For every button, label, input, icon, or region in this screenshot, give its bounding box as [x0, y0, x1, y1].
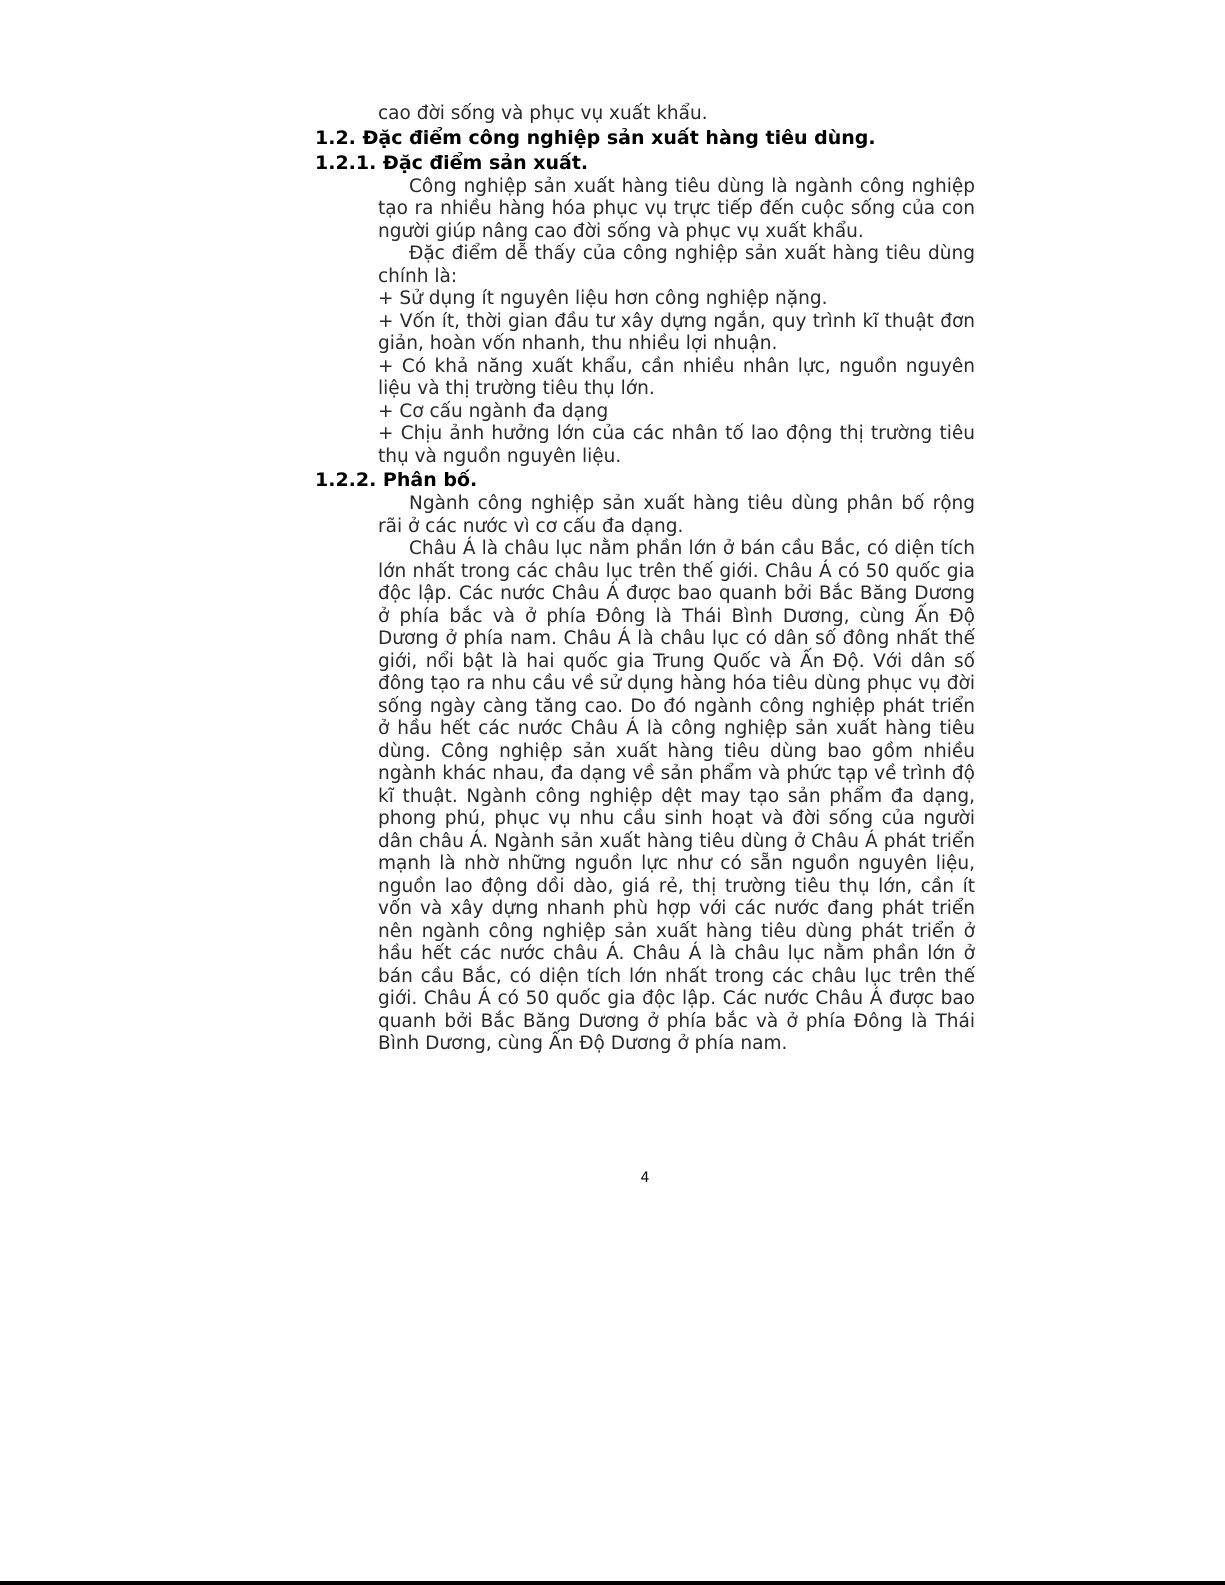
page-number: 4 — [640, 1170, 650, 1186]
list-item: + Chịu ảnh hưởng lớn của các nhân tố lao động thị trường tiêu thụ và nguồn nguyên liệu. — [378, 423, 975, 467]
section-heading-1-2: 1.2. Đặc điểm công nghiệp sản xuất hàng tiêu dùng. — [315, 126, 876, 149]
section-heading-1-2-2: 1.2.2. Phân bố. — [315, 469, 478, 491]
section-1-2-2-body — [378, 493, 975, 1056]
intro-block — [378, 103, 975, 126]
list-item: + Vốn ít, thời gian đầu tư xây dựng ngắn, quy trình kĩ thuật đơn giản, hoàn vốn nhanh, thu nhiều lợi nhuận. — [378, 310, 975, 354]
list-item: + Sử dụng ít nguyên liệu hơn công nghiệp nặng. — [378, 288, 828, 309]
paragraph: Đặc điểm dễ thấy của công nghiệp sản xuất hàng tiêu dùng chính là: — [378, 243, 975, 287]
list-item: + Cơ cấu ngành đa dạng — [378, 400, 609, 422]
section-heading-1-2-1: 1.2.1. Đặc điểm sản xuất. — [315, 151, 589, 174]
bottom-border — [0, 1581, 1225, 1585]
page-content — [315, 103, 975, 1056]
paragraph: Châu Á là châu lục nằm phần lớn ở bán cầu Bắc, có diện tích lớn nhất trong các châu lục trên thế giới. Châu Á có 50 quốc gia độc lập. Các nước Châu Á được bao quanh bởi Bắc Băng Dương ở phía bắc và ở phía Đông là Thái Bình Dương, cùng Ấn Độ Dương ở phía nam. Châu Á là châu lục có dân số đông nhất thế giới, nổi bật là hai quốc gia Trung Quốc và Ấn Độ. Với dân số đông tạo ra nhu cầu về sử dụng hàng hóa tiêu dùng phục vụ đời sống ngày càng tăng cao. Do đó ngành công nghiệp phát triển ở hầu hết các nước Châu Á là công nghiệp sản xuất hàng tiêu dùng. Công nghiệp sản xuất hàng tiêu dùng bao gồm nhiều ngành khác nhau, đa dạng về sản phẩm và phức tạp về trình độ kĩ thuật. Ngành công nghiệp dệt may tạo sản phẩm đa dạng, phong phú, phục vụ nhu cầu sinh hoạt và đời sống của người dân châu Á. Ngành sản xuất hàng tiêu dùng ở Châu Á phát triển mạnh là nhờ những nguồn lực như có sẵn nguồn nguyên liệu, nguồn lao động dồi dào, giá rẻ, thị trường tiêu thụ lớn, cần ít vốn và xây dựng nhanh phù hợp với các nước đang phát triển nên ngành công nghiệp sản xuất hàng tiêu dùng phát triển ở hầu hết các nước châu Á. Châu Á là châu lục nằm phần lớn ở bán cầu Bắc, có diện tích lớn nhất trong các châu lục trên thế giới. Châu Á có 50 quốc gia độc lập. Các nước Châu Á được bao quanh bởi Bắc Băng Dương ở phía bắc và ở phía Đông là Thái Bình Dương, cùng Ấn Độ Dương ở phía nam. — [378, 538, 975, 1054]
section-1-2-1-body — [378, 176, 975, 469]
paragraph: Ngành công nghiệp sản xuất hàng tiêu dùng phân bố rộng rãi ở các nước vì cơ cấu đa dạng. — [378, 493, 975, 537]
list-item: + Có khả năng xuất khẩu, cần nhiều nhân lực, nguồn nguyên liệu và thị trường tiêu thụ lớn. — [378, 355, 975, 399]
intro-line: cao đời sống và phục vụ xuất khẩu. — [378, 103, 708, 124]
paragraph: Công nghiệp sản xuất hàng tiêu dùng là ngành công nghiệp tạo ra nhiều hàng hóa phục vụ trực tiếp đến cuộc sống của con người giúp nâng cao đời sống và phục vụ xuất khẩu. — [378, 175, 975, 242]
